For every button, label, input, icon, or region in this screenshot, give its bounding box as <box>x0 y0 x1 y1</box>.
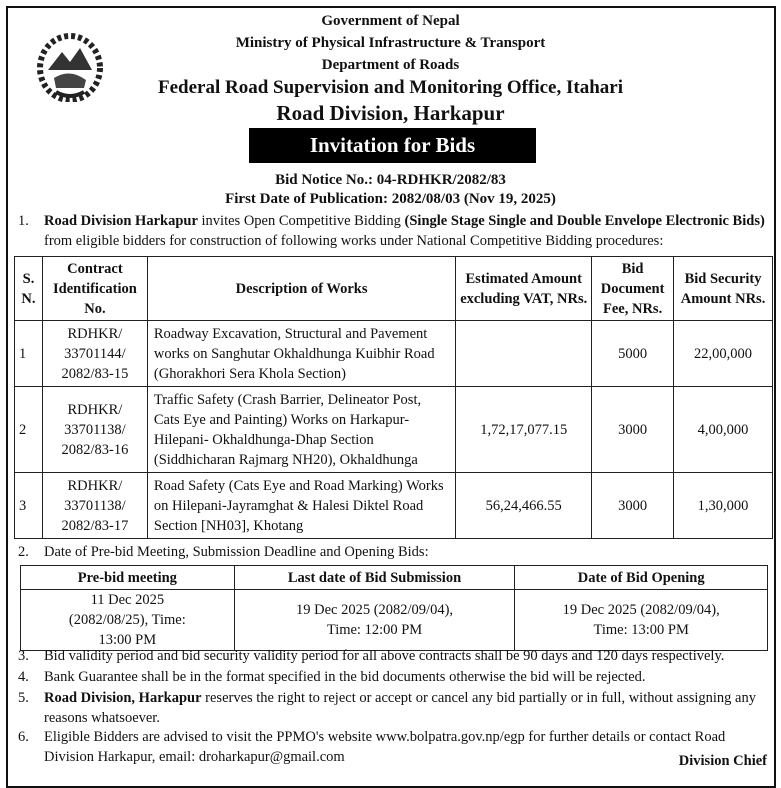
item-4: 4. Bank Guarantee shall be in the format specified in the bid documents otherwise the bid will be rejected. <box>18 669 646 685</box>
works-table <box>14 256 773 539</box>
header-government: Government of Nepal <box>321 13 460 29</box>
bid-notice-number: Bid Notice No.: 04-RDHKR/2082/83 <box>275 172 506 188</box>
header-ministry: Ministry of Physical Infrastructure & Transport <box>235 35 546 51</box>
signature-division-chief: Division Chief <box>678 753 767 769</box>
col-estimate: Estimated Amount excluding VAT, NRs. <box>456 257 592 321</box>
page-title: Invitation for Bids <box>249 128 536 163</box>
table-row: 3 RDHKR/ 33701138/ 2082/83-17 Road Safety (Cats Eye and Road Marking) Works on Hilepani-Jayramghat & Halesi Diktel Road Section [NH03], Khotang 56,24,466.55 3000 1,30,000 <box>15 473 773 539</box>
publication-date: First Date of Publication: 2082/08/03 (Nov 19, 2025) <box>225 191 556 207</box>
col-sn: S. N. <box>15 257 43 321</box>
header-office: Federal Road Supervision and Monitoring Office, Itahari <box>158 77 623 98</box>
col-opening: Date of Bid Opening <box>515 566 768 590</box>
col-contract-id: Contract Identification No. <box>42 257 147 321</box>
header-division: Road Division, Harkapur <box>276 101 505 125</box>
col-security: Bid Security Amount NRs. <box>674 257 773 321</box>
item-6: 6. Eligible Bidders are advised to visit the PPMO's website www.bolpatra.gov.np/egp for further details or contact Road Division Harkapur, email: droharkapur@gmail.com <box>18 729 726 765</box>
col-prebid: Pre-bid meeting <box>21 566 235 590</box>
table-header-row <box>15 257 773 321</box>
table-row: 11 Dec 2025 (2082/08/25), Time: 13:00 PM 19 Dec 2025 (2082/09/04), Time: 12:00 PM 19 Dec 2025 (2082/09/04), Time: 13:00 PM <box>21 590 768 651</box>
item-5: 5. Road Division, Harkapur reserves the right to reject or accept or cancel any bid partially or in full, without assigning any reasons whatsoever. <box>18 690 756 726</box>
item-3: 3. Bid validity period and bid security validity period for all above contracts shall be 90 days and 120 days respectively. <box>18 648 725 664</box>
table-row: 1 RDHKR/ 33701144/ 2082/83-15 Roadway Excavation, Structural and Pavement works on Sanghutar Okhaldhunga Kuibhir Road (Ghorakhori Sera Khola Section) 5000 22,00,000 <box>15 321 773 387</box>
item-2: 2. Date of Pre-bid Meeting, Submission Deadline and Opening Bids: <box>18 544 429 560</box>
dates-table <box>20 565 768 651</box>
item-1: 1. Road Division Harkapur invites Open Competitive Bidding (Single Stage Single and Double Envelope Electronic Bids) from eligible bidders for construction of following works under National Competitive Bidding procedures: <box>18 213 765 249</box>
col-fee: Bid Document Fee, NRs. <box>592 257 674 321</box>
table-row: 2 RDHKR/ 33701138/ 2082/83-16 Traffic Safety (Crash Barrier, Delineator Post, Cats Eye and Painting) Works on Harkapur-Hilepani- Okhaldhunga-Dhap Section (Siddhicharan Rajmarg NH20), Okhaldhunga 1,72,17,077.15 3000 4,00,000 <box>15 387 773 473</box>
header-department: Department of Roads <box>321 57 460 73</box>
table-header-row <box>21 566 768 590</box>
col-description: Description of Works <box>147 257 455 321</box>
col-submission: Last date of Bid Submission <box>234 566 515 590</box>
